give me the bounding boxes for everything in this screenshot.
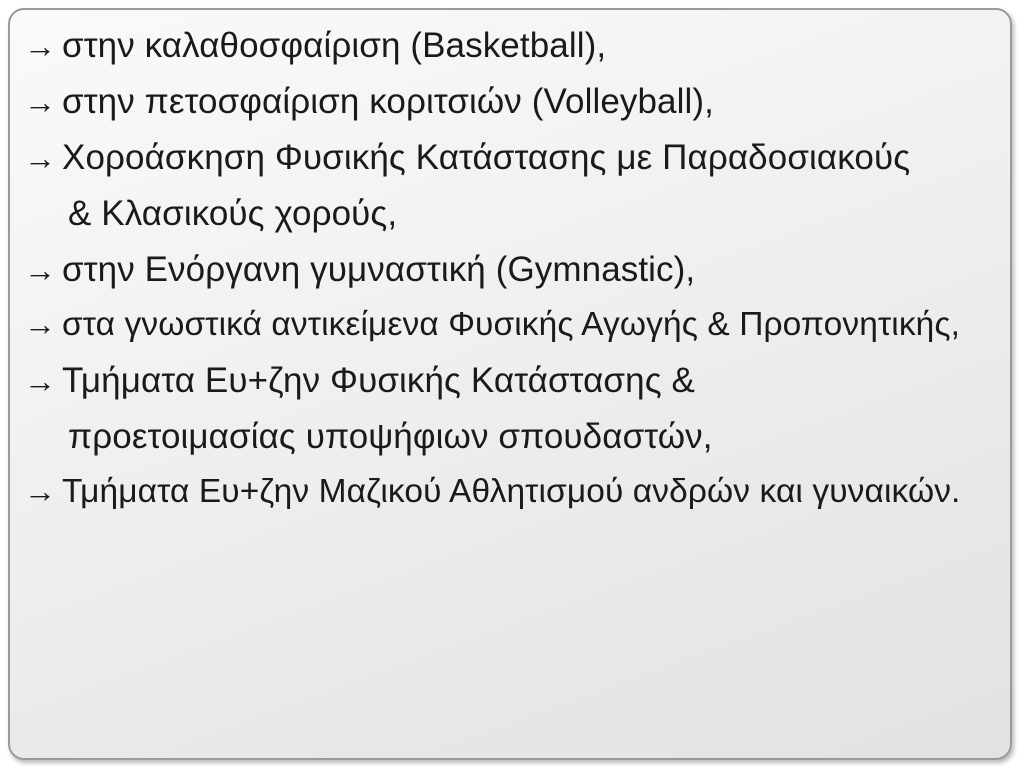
arrow-icon: →	[24, 28, 57, 64]
list-item	[24, 252, 996, 287]
list-item-label: στα γνωστικά αντικείμενα Φυσικής Αγωγής & Προπονητικής,	[62, 306, 961, 343]
list-item	[24, 28, 996, 63]
slide-panel	[8, 8, 1012, 760]
arrow-icon: →	[24, 84, 57, 120]
list-item-label: στην πετοσφαίριση κοριτσιών (Volleyball),	[62, 82, 714, 121]
list-item-label: προετοιμασίας υποψήφιων σπουδαστών,	[68, 416, 713, 456]
list-item	[24, 84, 996, 119]
arrow-icon: →	[24, 472, 57, 509]
arrow-icon: →	[24, 140, 57, 176]
list-item-label: Τμήματα Ευ+ζην Φυσικής Κατάστασης &	[62, 360, 695, 400]
list-item	[24, 308, 996, 342]
list-item-label: & Κλασικούς χορούς,	[68, 194, 398, 233]
list-item-label: Χοροάσκηση Φυσικής Κατάστασης με Παραδοσιακούς	[62, 138, 911, 177]
list-item-label: Τμήματα Ευ+ζην Μαζικού Αθλητισμού ανδρών και γυναικών.	[62, 472, 961, 510]
arrow-icon: →	[24, 306, 57, 342]
list-item	[24, 360, 996, 400]
list-item-label: στην καλαθοσφαίριση (Basketball),	[62, 26, 607, 65]
bullet-list	[10, 28, 1010, 508]
list-item-continuation	[24, 196, 996, 231]
list-item	[24, 140, 996, 175]
arrow-icon: →	[24, 252, 57, 288]
list-item-continuation	[24, 416, 996, 456]
arrow-icon: →	[24, 362, 57, 399]
list-item-label: στην Ενόργανη γυμναστική (Gymnastic),	[62, 250, 696, 289]
list-item	[24, 472, 996, 510]
